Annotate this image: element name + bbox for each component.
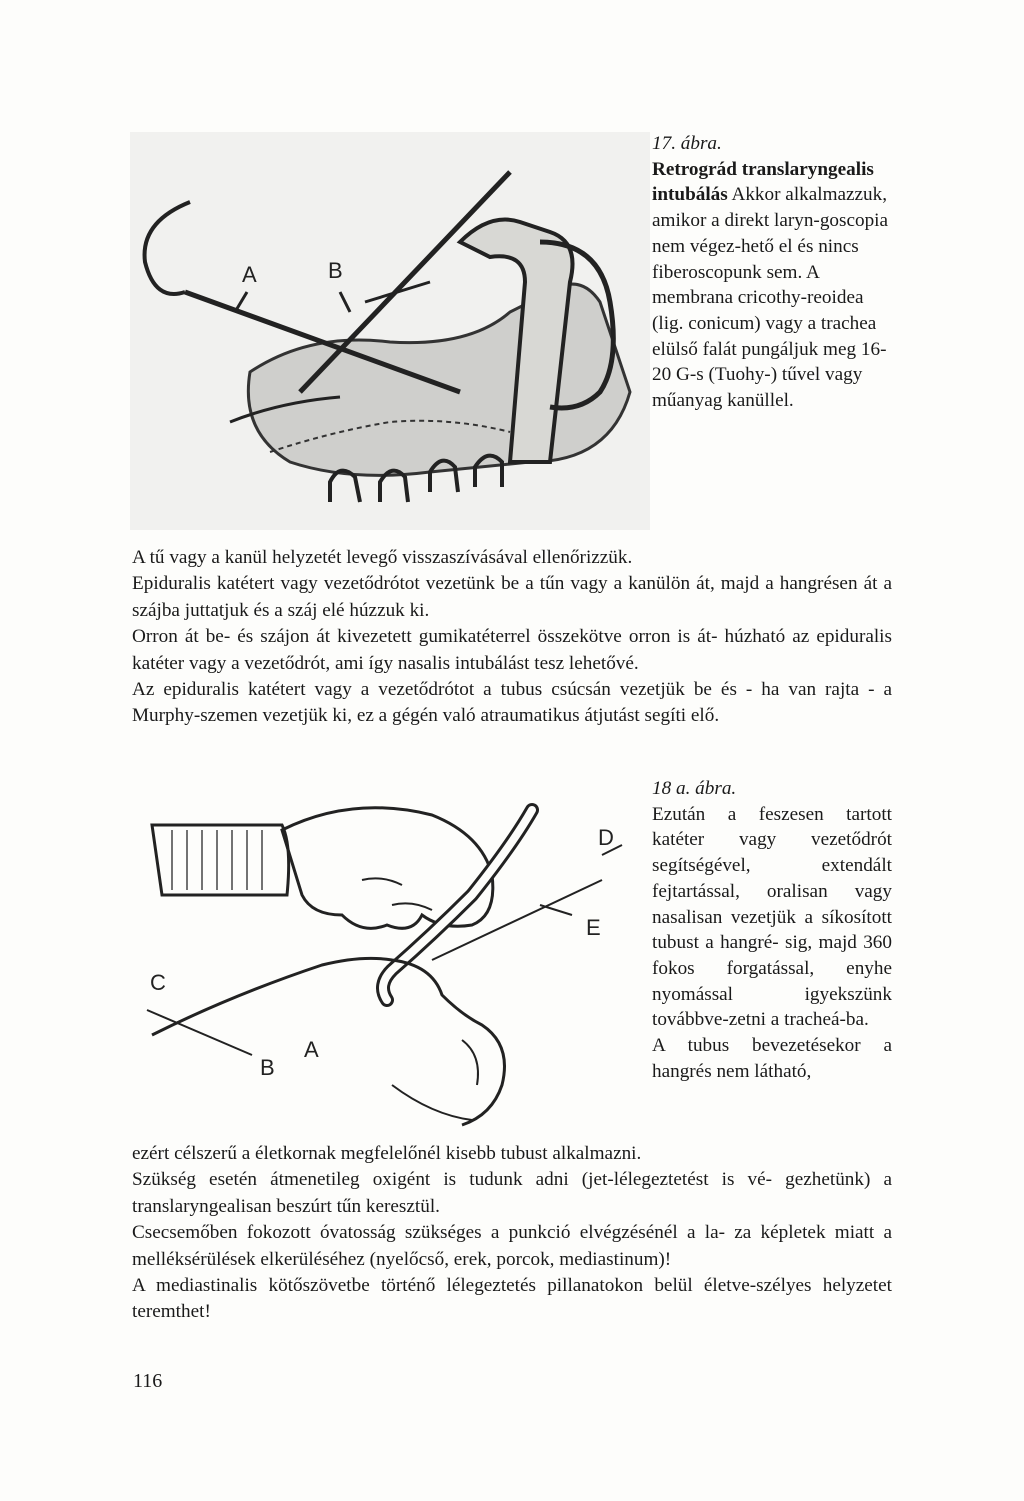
figure-18a-text-2: A tubus bevezetésekor a hangrés nem látható,: [652, 1035, 892, 1082]
figure-18a-text: Ezután a feszesen tartott katéter vagy vezetődrót segítségével, extendált fejtartással, oralisan vagy nasalisan vezetjük a síkosított tubust a hangré- sig, majd 360 fokos forgatással, enyhe nyomással igyekszünk továbbve-zetni a tracheá-ba.: [652, 803, 892, 1031]
figure-18a-illustration: [132, 785, 640, 1130]
paragraph: Orron át be- és szájon át kivezetett gumikatéterrel összekötve orron is át- húzható az epiduralis katéter vagy a vezetődrót, ami így nasalis intubálást tesz lehetővé.: [132, 626, 892, 674]
paragraph: Csecsemőben fokozott óvatosság szükséges a punkció elvégzésénél a la- za képletek miatt a melléksérülések elkerüléséhez (nyelőcső, erek, porcok, mediastinum)!: [132, 1222, 892, 1270]
figure-18a-label: 18 a. ábra.: [652, 778, 737, 799]
figure-18a-label-c: C: [150, 970, 166, 995]
paragraph: A mediastinalis kötőszövetbe történő lélegeztetés pillanatokon belül életve-szélyes helyzetet teremthet!: [132, 1275, 892, 1323]
figure-17-label-a: A: [242, 262, 257, 287]
paragraph: Epiduralis katétert vagy vezetődrótot vezetünk be a tűn vagy a kanülön át, majd a hangrésen át a szájba juttatjuk és a száj elé húzzuk ki.: [132, 573, 892, 621]
body-text-top: [132, 545, 892, 730]
figure-17-illustration: [130, 132, 650, 530]
paragraph: A tű vagy a kanül helyzetét levegő visszaszívásával ellenőrizzük.: [132, 547, 633, 568]
figure-17-caption: [652, 131, 892, 414]
page-number: 116: [133, 1370, 163, 1392]
figure-18a-label-d: D: [598, 825, 614, 850]
figure-18a-label-e: E: [586, 915, 601, 940]
body-text-bottom: [132, 1141, 892, 1326]
paragraph: ezért célszerű a életkornak megfelelőnél kisebb tubust alkalmazni.: [132, 1143, 642, 1164]
paragraph: Szükség esetén átmenetileg oxigént is tudunk adni (jet-lélegeztetést is vé- gezhetünk) a translaryngealisan beszúrt tűn keresztül.: [132, 1169, 892, 1217]
figure-18a-label-b: B: [260, 1055, 275, 1080]
figure-18a-caption: [652, 776, 892, 1084]
paragraph: Az epiduralis katétert vagy a vezetődrótot a tubus csúcsán vezetjük be és - ha van rajta - a Murphy-szemen vezetjük ki, ez a gégén való atraumatikus átjutást segíti elő.: [132, 679, 892, 727]
figure-18a-label-a: A: [304, 1037, 319, 1062]
figure-17-title: Retrográd translaryngealis intubálás: [652, 158, 874, 206]
figure-17-label: 17. ábra.: [652, 133, 722, 154]
figure-17-text: Akkor alkalmazzuk, amikor a direkt laryn-goscopia nem végez-hető el és nincs fiberoscopunk sem. A membrana cricothy-reoidea (lig. conicum) vagy a trachea elülső falát pungáljuk meg 16-20 G-s (Tuohy-) tűvel vagy műanyag kanüllel.: [652, 184, 889, 412]
figure-17-label-b: B: [328, 258, 343, 283]
